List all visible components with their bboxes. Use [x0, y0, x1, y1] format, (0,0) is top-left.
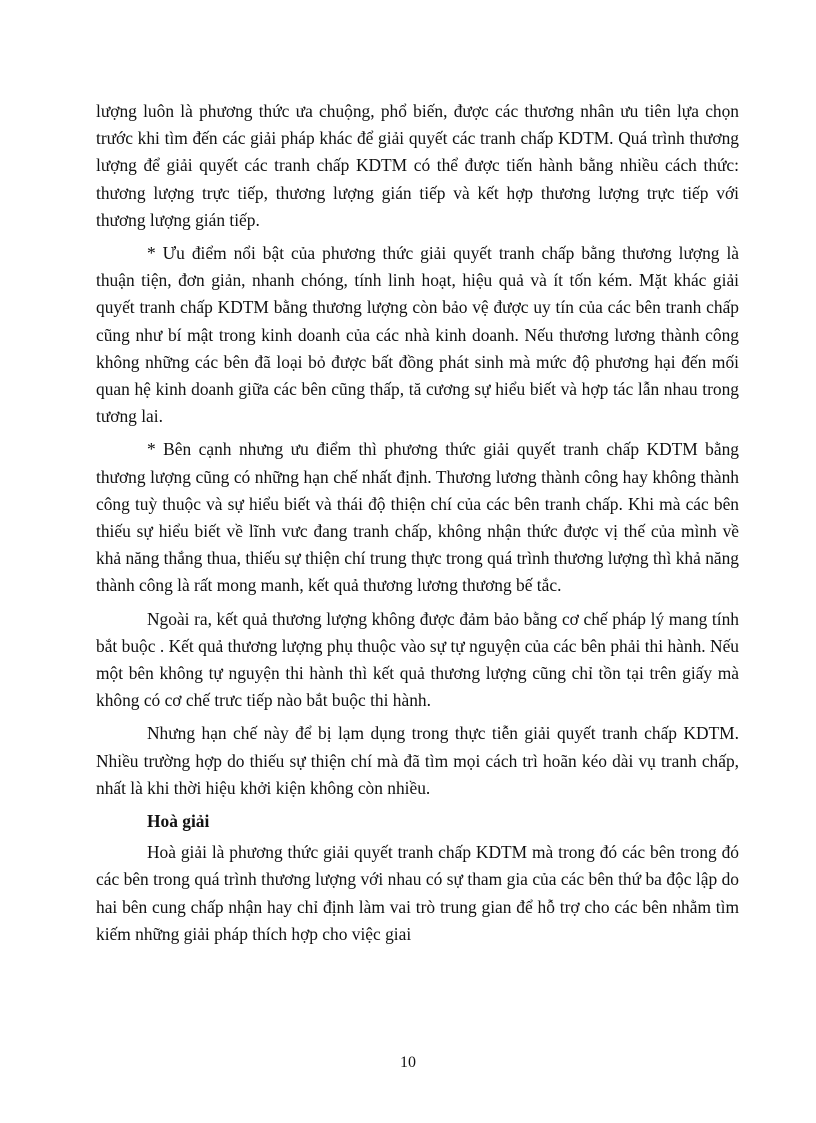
paragraph-continuation: lượng luôn là phương thức ưa chuộng, phổ biến, được các thương nhân ưu tiên lựa chọn trước khi tìm đến các giải pháp khác để giải quyết các tranh chấp KDTM. Quá trình thương lượng để giải quyết các tranh chấp KDTM có thể được tiến hành bằng nhiều cách thức: thương lượng trực tiếp, thương lượng gián tiếp và kết hợp thương lượng trực tiếp với thương lượng gián tiếp. [96, 101, 739, 230]
section-heading-hoa-giai: Hoà giải [147, 811, 210, 832]
page-number: 10 [400, 1054, 416, 1071]
paragraph-advantages: * Ưu điểm nổi bật của phương thức giải quyết tranh chấp bằng thương lượng là thuận tiện, đơn giản, nhanh chóng, tính linh hoạt, hiệu quả và ít tốn kém. Mặt khác giải quyết tranh chấp KDTM bằng thương lượng còn bảo vệ được uy tín của các bên tranh chấp cũng như bí mật trong kinh doanh của các nhà kinh doanh. Nếu thương lương thành công không những các bên đã loại bỏ được bất đồng phát sinh mà mức độ phương hại đến mối quan hệ kinh doanh giữa các bên cũng thấp, tă cương sự hiểu biết và hợp tác lẫn nhau trong tương lai. [96, 243, 739, 427]
document-page [96, 98, 739, 954]
paragraph-enforcement: Ngoài ra, kết quả thương lượng không được đảm bảo bằng cơ chế pháp lý mang tính bắt buộc . Kết quả thương lượng phụ thuộc vào sự tự nguyện của các bên phải thi hành. Nếu một bên không tự nguyện thi hành thì kết quả thương lượng cũng chỉ tồn tại trên giấy mà không có cơ chế trưc tiếp nào bắt buộc thi hành. [96, 608, 739, 711]
paragraph-limitations: * Bên cạnh nhưng ưu điểm thì phương thức giải quyết tranh chấp KDTM bằng thương lượng cũng có những hạn chế nhất định. Thương lương thành công hay không thành công tuỳ thuộc và sự hiểu biết và thái độ thiện chí của các bên tranh chấp. Khi mà các bên thiếu sự hiểu biết về lĩnh vưc đang tranh chấp, không nhận thức được vị thế của mình về khả năng thắng thua, thiếu sự thiện chí trung thực trong quá trình thương lượng thì khả năng thành công là rất mong manh, kết quả thương lương thương bế tắc. [96, 439, 739, 596]
paragraph-abuse: Nhưng hạn chế này để bị lạm dụng trong thực tiễn giải quyết tranh chấp KDTM. Nhiều trường hợp do thiếu sự thiện chí mà đã tìm mọi cách trì hoãn kéo dài vụ tranh chấp, nhất là khi thời hiệu khởi kiện không còn nhiều. [96, 723, 739, 798]
paragraph-hoa-giai-definition: Hoà giải là phương thức giải quyết tranh chấp KDTM mà trong đó các bên trong đó các bên trong quá trình thương lượng với nhau có sự tham gia của các bên thứ ba độc lập do hai bên cung chấp nhận hay chỉ định làm vai trò trung gian để hỗ trợ cho các bên nhằm tìm kiếm những giải pháp thích hợp cho việc giai [96, 842, 739, 944]
